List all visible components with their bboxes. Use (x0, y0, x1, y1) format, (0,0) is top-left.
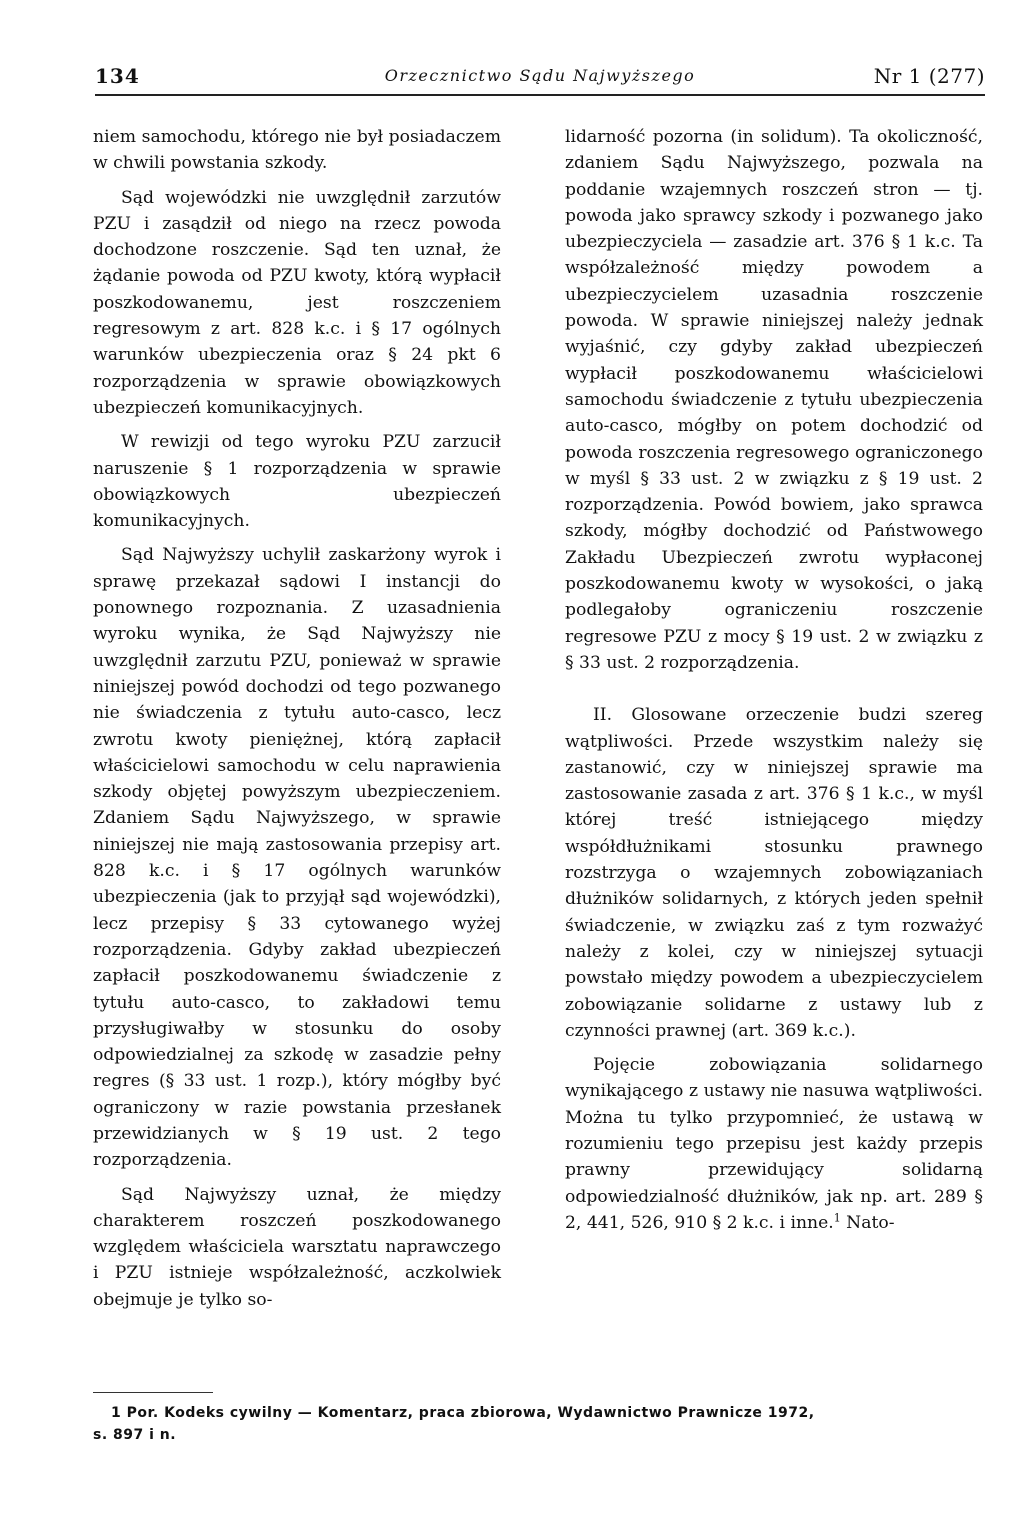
issue-number: Nr 1 (277) (873, 64, 985, 88)
left-column (93, 124, 501, 1321)
paragraph: Sąd wojewódzki nie uwzględnił zarzutów PZU i zasądził od niego na rzecz powoda dochodzone roszczenie. Sąd ten uznał, że żądanie powoda od PZU kwoty, którą wypłacił poszkodowanemu, jest roszczeniem regresowym z art. 828 k.c. i § 17 ogólnych warunków ubezpieczenia oraz § 24 pkt 6 rozporządzenia w sprawie obowiązkowych ubezpieczeń komunikacyjnych. (93, 187, 501, 418)
footnote-line: s. 897 i n. (93, 1427, 177, 1443)
paragraph: Sąd Najwyższy uchylił zaskarżony wyrok i sprawę przekazał sądowi I instancji do ponownego rozpoznania. Z uzasadnienia wyroku wynika, że Sąd Najwyższy nie uwzględnił zarzutu PZU, ponieważ w sprawie niniejszej powód dochodzi od tego pozwanego nie świadczenia z tytułu auto-casco, lecz zwrotu kwoty pieniężnej, którą zapłacił właścicielowi samochodu w celu naprawienia szkody objętej powyższym ubezpieczeniem. Zdaniem Sądu Najwyższego, w sprawie niniejszej nie mają zastosowania przepisy art. 828 k.c. i § 17 ogólnych warunków ubezpieczenia (jak to przyjął sąd wojewódzki), lecz przepisy § 33 cytowanego wyżej rozporządzenia. Gdyby zakład ubezpieczeń zapłacił poszkodowanemu świadczenie z tytułu auto-casco, to zakładowi temu przysługiwałby w stosunku do osoby odpowiedzialnej za szkodę w zasadzie pełny regres (§ 33 ust. 1 rozp.), który mógłby być ograniczony w razie powstania przesłanek przewidzianych w § 19 ust. 2 tego rozporządzenia. (93, 545, 501, 1171)
paragraph: Sąd Najwyższy uznał, że między charakterem roszczeń poszkodowanego względem właściciela warsztatu naprawczego i PZU istnieje współzależność, aczkolwiek obejmuje je tylko so- (93, 1184, 501, 1310)
footnote-line: 1 Por. Kodeks cywilny — Komentarz, praca zbiorowa, Wydawnictwo Prawnicze 1972, (111, 1405, 815, 1421)
paragraph: lidarność pozorna (in solidum). Ta okoliczność, zdaniem Sądu Najwyższego, pozwala na poddanie wzajemnych roszczeń stron — tj. powoda jako sprawcy szkody i pozwanego jako ubezpieczyciela — zasadzie art. 376 § 1 k.c. Ta współzależność między powodem a ubezpieczycielem uzasadnia roszczenie powoda. W sprawie niniejszej należy jednak wyjaśnić, czy gdyby zakład ubezpieczeń wypłacił poszkodowanemu właścicielowi samochodu świadczenie z tytułu ubezpieczenia auto-casco, mógłby on potem dochodzić od powoda roszczenia regresowego ograniczonego w myśl § 33 ust. 2 w związku z § 19 ust. 2 rozporządzenia. Powód bowiem, jako sprawca szkody, mógłby dochodzić od Państwowego Zakładu Ubezpieczeń zwrotu wypłaconej poszkodowanemu kwoty w wysokości, o jaką podlegałoby ograniczeniu roszczenie regresowe PZU z mocy § 19 ust. 2 w związku z § 33 ust. 2 rozporządzenia. (565, 127, 983, 673)
page-header (95, 58, 985, 90)
header-rule (95, 94, 985, 96)
paragraph: II. Glosowane orzeczenie budzi szereg wątpliwości. Przede wszystkim należy się zastanowić, czy w niniejszej sprawie ma zastosowanie zasada z art. 376 § 1 k.c., w myśl której treść istniejącego między współdłużnikami stosunku prawnego rozstrzyga o wzajemnych zobowiązaniach dłużników solidarnych, z których jeden spełnił świadczenie, w związku zaś z tym rozważyć należy z kolei, czy w niniejszej sytuacji powstało między powodem a ubezpieczycielem zobowiązanie solidarne z ustawy lub z czynności prawnej (art. 369 k.c.). (565, 705, 983, 1041)
page-number: 134 (95, 64, 140, 88)
paragraph-text: Pojęcie zobowiązania solidarnego wynikającego z ustawy nie nasuwa wątpliwości. Można tu tylko przypomnieć, że ustawą w rozumieniu tego przepisu jest każdy przepis prawny przewidujący solidarną odpowiedzialność dłużników, jak np. art. 289 § 2, 441, 526, 910 § 2 k.c. i inne. (565, 1055, 983, 1233)
footnote (93, 1402, 983, 1446)
paragraph-tail: Nato- (840, 1212, 895, 1233)
footnote-rule (93, 1392, 213, 1393)
right-column (565, 124, 983, 1244)
paragraph: W rewizji od tego wyroku PZU zarzucił naruszenie § 1 rozporządzenia w sprawie obowiązkowych ubezpieczeń komunikacyjnych. (93, 432, 501, 532)
running-title: Orzecznictwo Sądu Najwyższego (384, 66, 696, 85)
footnote-ref: 1 (833, 1211, 841, 1225)
paragraph (565, 1052, 983, 1236)
paragraph: niem samochodu, którego nie był posiadaczem w chwili powstania szkody. (93, 127, 501, 174)
